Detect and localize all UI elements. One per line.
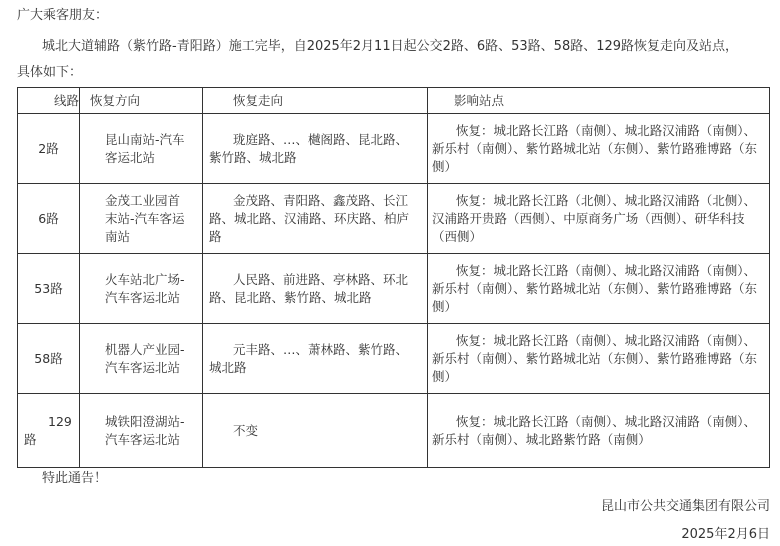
- header-stops: 影响站点: [428, 88, 770, 114]
- table-row: [18, 254, 770, 324]
- route-suffix: 路: [24, 431, 37, 447]
- way-cell: 不变: [203, 394, 428, 468]
- route-restoration-table: [17, 87, 770, 468]
- route-cell: 6路: [18, 184, 80, 254]
- notice-intro-line-2: 具体如下：: [17, 65, 83, 80]
- stops-cell: 恢复：城北路长江路（南侧）、城北路汉浦路（南侧）、新乐村（南侧）、紫竹路城北站（东侧）、紫竹路雅博路（东侧）: [428, 324, 770, 394]
- table-row: [18, 114, 770, 184]
- direction-cell: 城铁阳澄湖站-汽车客运北站: [80, 394, 203, 468]
- way-cell: 珑庭路、…、樾阁路、昆北路、紫竹路、城北路: [203, 114, 428, 184]
- stops-cell: 恢复：城北路长江路（南侧）、城北路汉浦路（南侧）、新乐村（南侧）、城北路紫竹路（南侧）: [428, 394, 770, 468]
- header-way: 恢复走向: [203, 88, 428, 114]
- notice-intro-line-1: 城北大道辅路（紫竹路-青阳路）施工完毕，自2025年2月11日起公交2路、6路、53路、58路、129路恢复走向及站点，: [42, 39, 739, 54]
- direction-cell: 金茂工业园首末站-汽车客运南站: [80, 184, 203, 254]
- stops-cell: 恢复：城北路长江路（南侧）、城北路汉浦路（南侧）、新乐村（南侧）、紫竹路城北站（东侧）、紫竹路雅博路（东侧）: [428, 114, 770, 184]
- notice-organization: 昆山市公共交通集团有限公司: [600, 499, 770, 514]
- notice-greeting: 广大乘客朋友：: [17, 8, 109, 23]
- way-cell: 金茂路、青阳路、鑫茂路、长江路、城北路、汉浦路、环庆路、柏庐路: [203, 184, 428, 254]
- table-header-row: [18, 88, 770, 114]
- route-cell: [18, 394, 80, 468]
- header-direction: 恢复方向: [80, 88, 203, 114]
- way-cell: 元丰路、…、萧林路、紫竹路、城北路: [203, 324, 428, 394]
- direction-cell: 火车站北广场-汽车客运北站: [80, 254, 203, 324]
- notice-closing: 特此通告！: [42, 471, 108, 486]
- stops-cell: 恢复：城北路长江路（北侧）、城北路汉浦路（北侧）、汉浦路开贵路（西侧）、中原商务广场（西侧）、研华科技（西侧）: [428, 184, 770, 254]
- way-cell: 人民路、前进路、亭林路、环北路、昆北路、紫竹路、城北路: [203, 254, 428, 324]
- table-row: [18, 184, 770, 254]
- header-route: 线路: [18, 88, 80, 114]
- route-number: 129: [48, 413, 72, 429]
- route-cell: 58路: [18, 324, 80, 394]
- stops-cell: 恢复：城北路长江路（南侧）、城北路汉浦路（南侧）、新乐村（南侧）、紫竹路城北站（东侧）、紫竹路雅博路（东侧）: [428, 254, 770, 324]
- route-cell: 53路: [18, 254, 80, 324]
- direction-cell: 机器人产业园-汽车客运北站: [80, 324, 203, 394]
- route-cell: 2路: [18, 114, 80, 184]
- direction-cell: 昆山南站-汽车客运北站: [80, 114, 203, 184]
- notice-date: 2025年2月6日: [681, 527, 770, 542]
- table-row: [18, 394, 770, 468]
- table-row: [18, 324, 770, 394]
